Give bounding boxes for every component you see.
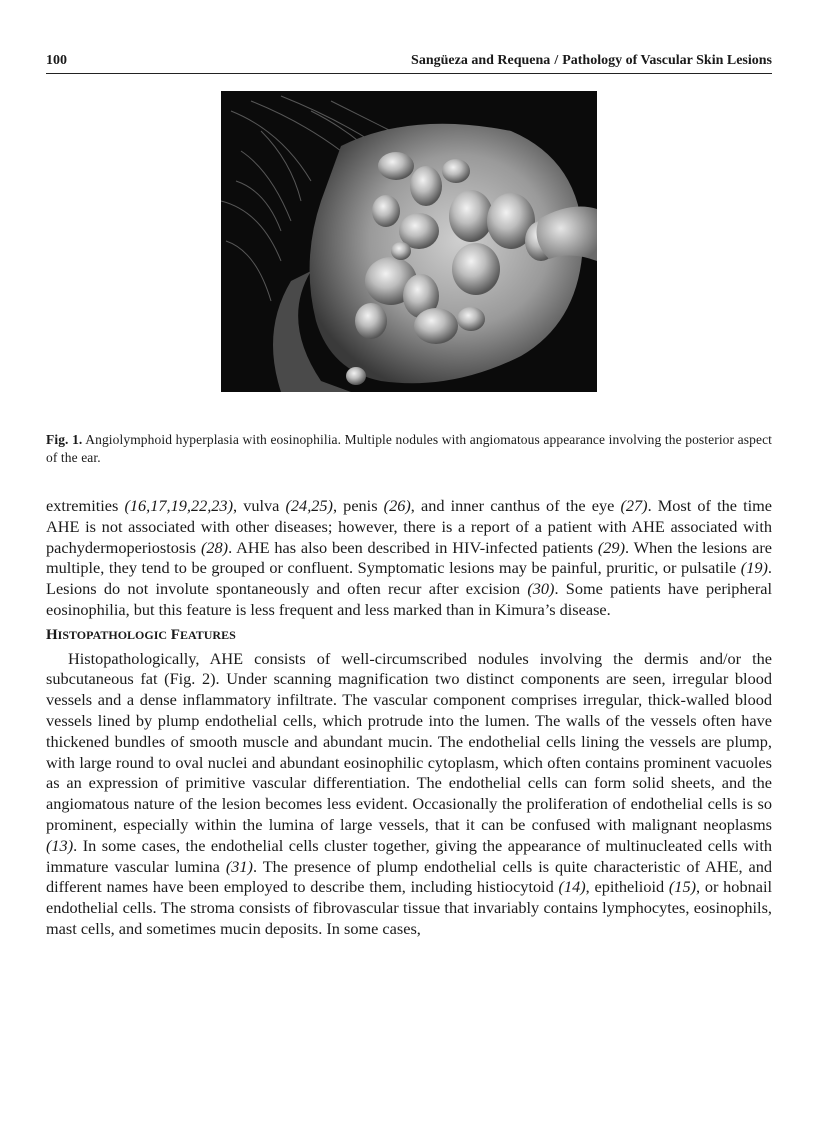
text-run: . Lesions do not involute spontaneously and often recur after excision	[46, 558, 772, 599]
figure-caption-text: Angiolymphoid hyperplasia with eosinophilia. Multiple nodules with angiomatous appearance involving the posterior aspect of the ear.	[46, 432, 773, 465]
figure-1-photograph	[221, 91, 597, 392]
citation: (27)	[620, 496, 648, 515]
heading-smallcaps: ISTOPATHOLOGIC	[57, 627, 168, 642]
running-title	[411, 53, 772, 69]
citation: (28)	[200, 537, 229, 557]
text-run: , vulva	[233, 496, 286, 515]
running-title-authors: Sangüeza and Requena	[411, 53, 551, 68]
text-run: , epithelioid	[585, 877, 669, 897]
text-run: . In some cases, the endothelial cells cluster together, giving the appearance of multinucleated cells with immature vascular lumina	[46, 835, 772, 876]
text-run: Histopathologically, AHE consists of well-circumscribed nodules involving the dermis and/or the subcutaneous fat (Fig. 2). Under scanning magnification two distinct components are seen, irregular blood vessels and a dense inflammatory infiltrate. The vascular component comprises irregular, thick-walled blood vessels lined by plump endothelial cells, which protrude into the lumen. The walls of the vessels often have thickened bundles of smooth muscle and abundant mucin. The endothelial cells lining the vessels are plump, with large round to oval nuclei and abundant eosinophilic cytoplasm, which often contains prominent vacuoles as an expression of primitive vascular differentiation. The endothelial cells can form solid sheets, and the angiomatous nature of the lesion becomes less evident. Occasionally the proliferation of endothelial cells is so prominent, especially within the lumina of large vessels, that it can be confused with malignant neoplasms	[46, 648, 772, 834]
citation: (26)	[383, 496, 411, 515]
citation: (24,25)	[285, 496, 333, 515]
main-text	[46, 496, 772, 940]
page-number: 100	[46, 53, 67, 68]
text-run: . Most of the time AHE is not associated with other diseases; however, there is a report of a patient with AHE associated with pachydermoperiostosis	[46, 496, 773, 557]
running-header	[46, 52, 772, 74]
citation: (15)	[668, 877, 697, 897]
text-run: . AHE has also been described in HIV-infected patients	[228, 537, 598, 557]
citation: (14)	[558, 877, 586, 897]
running-title-separator: /	[554, 53, 559, 68]
figure-label: Fig. 1.	[46, 432, 83, 447]
text-run: , penis	[332, 496, 384, 515]
text-run: extremities	[46, 496, 125, 515]
citation: (30)	[527, 579, 555, 599]
figure-caption	[46, 431, 772, 467]
heading-initial: H	[46, 626, 58, 643]
citation: (31)	[225, 856, 253, 876]
paragraph-2	[46, 649, 772, 940]
running-title-book: Pathology of Vascular Skin Lesions	[562, 53, 772, 68]
section-heading	[46, 625, 772, 646]
citation: (29)	[597, 537, 625, 557]
citation: (19)	[740, 558, 768, 578]
text-run: , or hobnail endothelial cells. The stroma consists of fibrovascular tissue that invariably contains lymphocytes, eosinophils, mast cells, and sometimes mucin deposits. In some cases,	[46, 877, 773, 938]
text-run: . The presence of plump endothelial cells is quite characteristic of AHE, and different names have been employed to describe them, including histiocytoid	[46, 856, 773, 897]
citation: (16,17,19,22,23)	[124, 496, 233, 515]
text-run: . Some patients have peripheral eosinophilia, but this feature is less frequent and less marked than in Kimura’s disease.	[46, 579, 772, 619]
clinical-photo-illustration	[221, 91, 597, 392]
text-run: . When the lesions are multiple, they tend to be grouped or confluent. Symptomatic lesions may be painful, pruritic, or pulsatile	[46, 537, 772, 578]
heading-initial: F	[170, 626, 180, 643]
heading-smallcaps: EATURES	[179, 627, 236, 642]
citation: (13)	[46, 835, 74, 855]
paragraph-1	[46, 496, 772, 621]
text-run: , and inner canthus of the eye	[410, 496, 621, 515]
